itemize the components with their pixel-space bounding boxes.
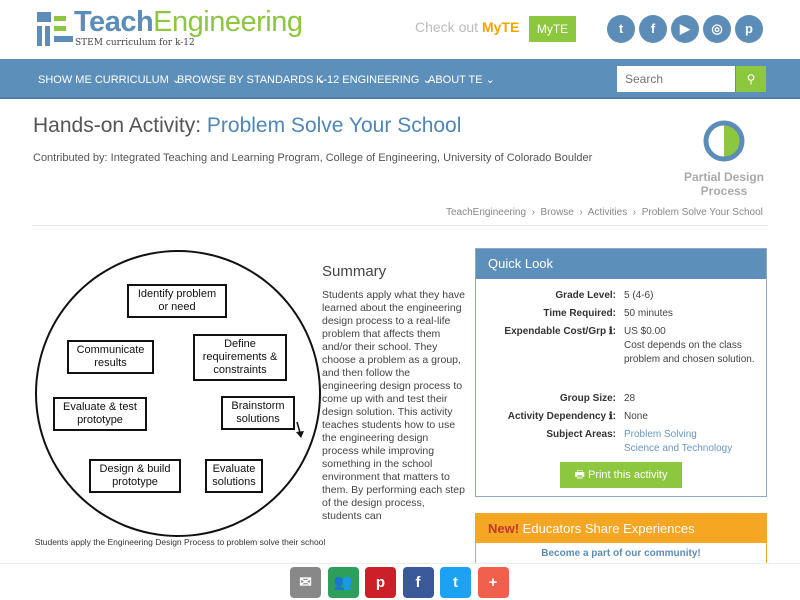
share-twitter-button[interactable]: t: [440, 567, 471, 598]
logo-icon: [37, 12, 73, 46]
share-pinterest-button[interactable]: p: [365, 567, 396, 598]
logo-tagline: STEM curriculum for k-12: [75, 38, 195, 48]
breadcrumb-current: Problem Solve Your School: [641, 207, 763, 218]
educators-heading: Educators Share Experiences: [519, 521, 695, 536]
nav-show-me-curriculum[interactable]: SHOW ME CURRICULUM ⌄: [38, 74, 182, 86]
group-label: Group Size:: [559, 393, 616, 404]
page-title: [33, 114, 461, 138]
educators-title: [476, 514, 766, 543]
share-group-button[interactable]: 👥: [328, 567, 359, 598]
breadcrumb: TeachEngineering › Browse › Activities › Problem Solve Your School: [446, 207, 763, 218]
print-button[interactable]: 🖶 Print this activity: [560, 462, 682, 488]
search-input[interactable]: [617, 66, 735, 92]
checkout-text: Check out: [415, 19, 479, 35]
subject-label: Subject Areas:: [546, 429, 616, 440]
time-value: 50 minutes: [624, 308, 673, 319]
instagram-icon[interactable]: ◎: [703, 15, 731, 43]
grade-value: 5 (4-6): [624, 290, 654, 301]
title-prefix: Hands-on Activity:: [33, 114, 207, 137]
new-badge: New!: [488, 521, 520, 536]
summary-heading: Summary: [322, 263, 387, 280]
search-icon: ⚲: [746, 72, 756, 86]
partial-design-icon: [702, 119, 746, 163]
cost-value: US $0.00: [624, 326, 666, 337]
pinterest-icon[interactable]: p: [735, 15, 763, 43]
breadcrumb-browse[interactable]: Browse: [540, 207, 574, 218]
myte-button[interactable]: MyTE: [529, 16, 576, 42]
facebook-icon[interactable]: f: [639, 15, 667, 43]
breadcrumb-home[interactable]: TeachEngineering: [446, 207, 527, 218]
share-email-button[interactable]: ✉: [290, 567, 321, 598]
share-bar: [0, 563, 800, 600]
quick-look-title: Quick Look: [476, 249, 766, 279]
diagram-step: Evaluate & test prototype: [53, 397, 147, 431]
diagram-step: Design & build prototype: [89, 459, 181, 493]
diagram-step: Brainstorm solutions: [221, 396, 295, 430]
nav-about-te[interactable]: ABOUT TE ⌄: [428, 74, 495, 86]
youtube-icon[interactable]: ▶: [671, 15, 699, 43]
cost-note: Cost depends on the class problem and chosen solution.: [624, 340, 755, 365]
nav-k12-engineering[interactable]: K-12 ENGINEERING ⌄: [316, 74, 432, 86]
subject-link[interactable]: Science and Technology: [624, 443, 733, 454]
twitter-icon[interactable]: t: [607, 15, 635, 43]
grade-label: Grade Level:: [555, 290, 616, 301]
design-process-label: Partial Design Process: [683, 170, 765, 198]
subject-link[interactable]: Problem Solving: [624, 429, 697, 440]
share-facebook-button[interactable]: f: [403, 567, 434, 598]
diagram-step: Define requirements & constraints: [193, 334, 287, 381]
arrow-icon: [295, 420, 307, 440]
diagram-step: Communicate results: [67, 340, 154, 374]
contributed-by: Contributed by: Integrated Teaching and Learning Program, College of Engineering, University of Colorado Boulder: [33, 152, 593, 164]
checkout-myte[interactable]: [415, 19, 519, 35]
myte-brand: MyTE: [481, 19, 520, 35]
diagram-caption: Students apply the Engineering Design Process to problem solve their school: [34, 537, 326, 547]
logo-light: Engineering: [153, 6, 303, 38]
logo[interactable]: [74, 6, 302, 39]
title-main: Problem Solve Your School: [206, 114, 462, 137]
dependency-value: None: [624, 411, 648, 422]
quick-look-panel: [475, 248, 767, 497]
search-button[interactable]: [736, 66, 766, 92]
time-label: Time Required:: [543, 308, 616, 319]
summary-text: Students apply what they have learned about the engineering design process to a real-life problem that affects them and/or their school. They choose a problem as a group, and then follow the engineering design process to come up with and test their design solution. This activity teaches students how to use the engineering design process while improving something in the school environment that matters to them. By performing each step of the design process, students can: [322, 289, 466, 522]
nav-browse-by-standards[interactable]: BROWSE BY STANDARDS ⌄: [177, 74, 326, 86]
diagram-step: Identify problem or need: [127, 284, 227, 318]
logo-bold: Teach: [74, 6, 154, 38]
diagram-step: Evaluate solutions: [205, 459, 263, 493]
community-link[interactable]: Become a part of our community!: [541, 548, 701, 559]
cost-label[interactable]: Expendable Cost/Grp ℹ:: [504, 326, 616, 337]
breadcrumb-activities[interactable]: Activities: [587, 207, 628, 218]
dependency-label[interactable]: Activity Dependency ℹ:: [507, 411, 616, 422]
share-more-button[interactable]: +: [478, 567, 509, 598]
divider: [33, 225, 767, 226]
group-value: 28: [624, 393, 636, 404]
